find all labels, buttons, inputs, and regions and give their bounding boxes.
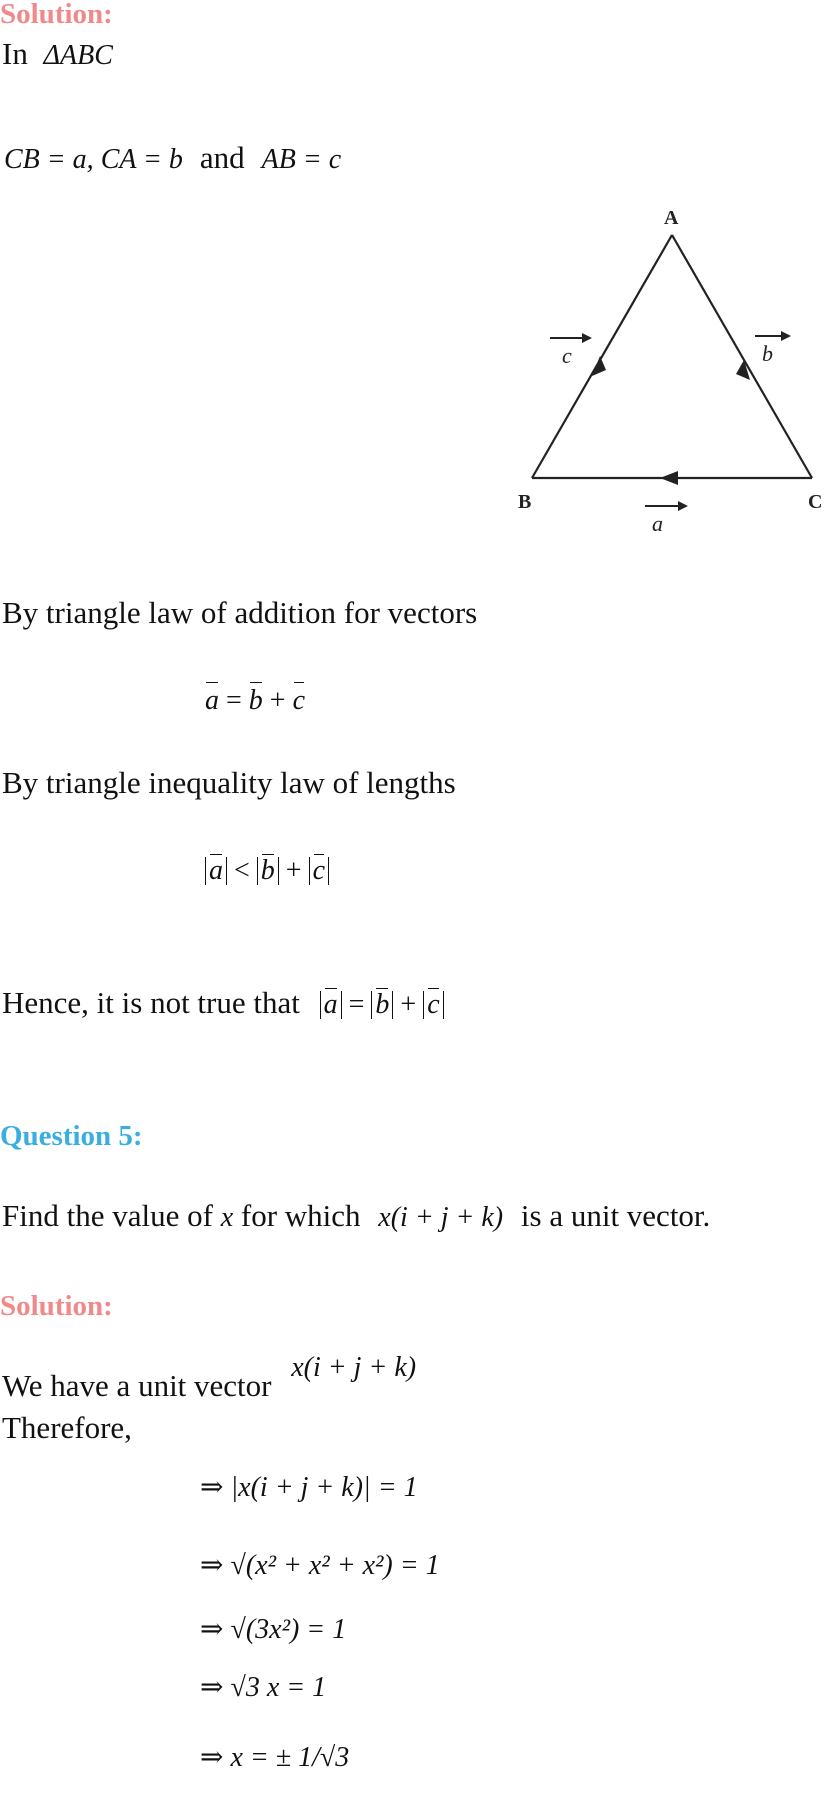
q5-text-before: Find the value of [2,1198,213,1233]
eq2-term1: b [260,855,275,886]
solution-2-therefore: Therefore, [2,1410,132,1445]
definition-cb-ca: CB = a, [4,144,94,175]
inequality-text: By triangle inequality law of lengths [2,765,456,800]
vertex-label-b: B [518,491,532,513]
inequality-equation [205,855,329,887]
s2-expression: x(i + j + k) [291,1352,417,1383]
triangle-law-text: By triangle law of addition for vectors [2,595,478,630]
vertex-label-c: C [808,491,823,513]
eq1-term2: c [292,685,306,716]
definition-ca: CA = b [100,144,183,175]
conclusion-line [2,985,444,1021]
solution-2-heading: Solution: [0,1290,113,1322]
eq1-term1: b [248,685,263,716]
vertex-label-a: A [664,207,679,229]
definition-ab: AB = c [261,144,342,175]
vector-label-a: a [652,511,663,536]
eq2-term2: c [312,855,326,886]
eq2-less-than: < [234,855,250,886]
s2-line1-text: We have a unit vector [2,1368,272,1403]
eq2-lhs: a [209,855,223,886]
question-5-heading: Question 5: [0,1120,143,1152]
triangle-law-equation [205,685,305,717]
vector-label-b: b [762,341,773,366]
arrow-cb-icon [660,471,678,485]
eq2-plus: + [285,855,302,886]
triangle-name: ΔABC [43,40,113,71]
question-5-text [2,1198,710,1234]
step-4: ⇒ √3 x = 1 [200,1672,327,1703]
eq1-lhs: a [205,685,219,716]
eq1-equals: = [226,685,242,716]
arrow-ab-icon [592,356,606,376]
vector-label-c: c [562,343,572,368]
eq1-plus: + [269,685,286,716]
q5-expression: x(i + j + k) [378,1202,504,1233]
step-3: ⇒ √(3x²) = 1 [200,1614,347,1645]
eq3-lhs: a [323,989,338,1020]
step-1: ⇒ |x(i + j + k)| = 1 [200,1472,418,1503]
step-2: ⇒ √(x² + x² + x²) = 1 [200,1550,440,1581]
q5-variable: x [220,1202,234,1233]
step-5: ⇒ x = ± 1/√3 [200,1742,350,1773]
and-word: and [199,140,245,175]
q5-text-after: is a unit vector. [520,1198,711,1233]
eq3-plus: + [400,989,417,1020]
conclusion-equation [320,989,444,1020]
in-word: In [2,36,28,71]
q5-text-middle: for which [240,1198,361,1233]
conclusion-text: Hence, it is not true that [2,985,300,1020]
in-triangle-line [2,36,113,72]
solution-heading: Solution: [0,0,113,30]
arrow-ca-icon [736,360,750,380]
triangle-figure [500,190,830,550]
vector-definitions [4,140,341,176]
solution-2-line1 [2,1352,417,1404]
eq3-term1: b [375,989,390,1020]
eq3-equals: = [348,989,365,1020]
eq3-term2: c [427,989,440,1020]
